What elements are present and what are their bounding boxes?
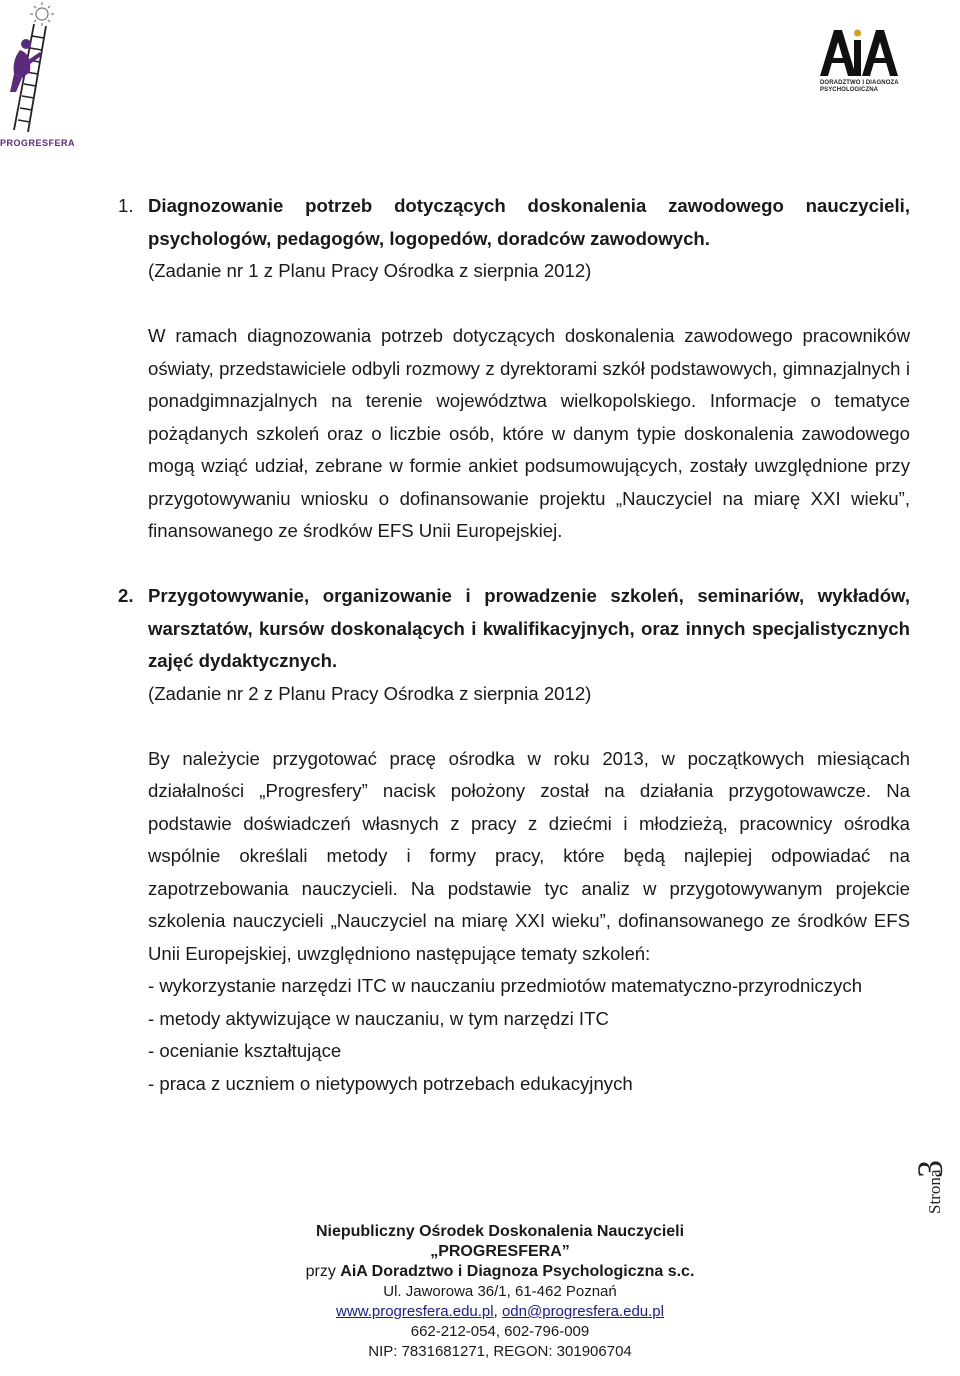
footer-parent-prefix: przy	[305, 1263, 341, 1280]
training-topics-list	[148, 970, 910, 1100]
website-link[interactable]: www.progresfera.edu.pl	[336, 1303, 494, 1320]
aia-logo-mark-icon	[818, 26, 900, 78]
footer-link-separator: ,	[493, 1303, 502, 1320]
footer-parent-line	[0, 1262, 960, 1282]
aia-logo	[818, 26, 900, 96]
section2-note: (Zadanie nr 2 z Planu Pracy Ośrodka z sierpnia 2012)	[148, 682, 592, 704]
aia-logo-line1: DORADZTWO I DIAGNOZA	[820, 80, 899, 86]
footer	[0, 1222, 960, 1362]
footer-org-name: Niepubliczny Ośrodek Doskonalenia Nauczycieli	[315, 1223, 685, 1240]
page-number	[910, 1150, 960, 1230]
list-item: - metody aktywizujące w nauczaniu, w tym narzędzi ITC	[148, 1007, 609, 1029]
section2-heading	[118, 580, 910, 678]
footer-address: Ul. Jaworowa 36/1, 61-462 Poznań	[383, 1283, 617, 1300]
footer-org-short: „PROGRESFERA”	[430, 1243, 570, 1260]
list-item: - praca z uczniem o nietypowych potrzebach edukacyjnych	[148, 1072, 633, 1094]
section2-heading-text: Przygotowywanie, organizowanie i prowadzenie szkoleń, seminariów, wykładów, warsztatów, kursów doskonalących i kwalifikacyjnych, oraz innych specjalistycznych zajęć dydaktycznych.	[148, 585, 910, 671]
footer-ids: NIP: 7831681271, REGON: 301906704	[368, 1343, 632, 1360]
ladder-climber-icon	[0, 0, 80, 140]
section1-heading-text: Diagnozowanie potrzeb dotyczących doskonalenia zawodowego nauczycieli, psychologów, pedagogów, logopedów, doradców zawodowych.	[148, 195, 910, 249]
progresfera-logo-text: PROGRESFERA	[0, 138, 76, 148]
document-body	[118, 190, 910, 1100]
section1-number: 1.	[118, 195, 134, 216]
footer-phones: 662-212-054, 602-796-009	[410, 1323, 590, 1340]
page-number-value: 3	[910, 1160, 950, 1178]
footer-links	[0, 1302, 960, 1322]
aia-logo-line2: PSYCHOLOGICZNA	[820, 87, 879, 93]
page-number-label: Strona	[925, 1169, 944, 1214]
list-item: - ocenianie kształtujące	[148, 1040, 342, 1061]
email-link[interactable]: odn@progresfera.edu.pl	[501, 1303, 664, 1320]
section2-number: 2.	[118, 585, 134, 606]
section1-heading	[118, 190, 910, 255]
section1-note: (Zadanie nr 1 z Planu Pracy Ośrodka z sierpnia 2012)	[148, 260, 592, 281]
progresfera-logo	[0, 0, 80, 152]
section2-paragraph: By należycie przygotować pracę ośrodka w roku 2013, w początkowych miesiącach działalności „Progresfery” nacisk położony został na działania przygotowawcze. Na podstawie doświadczeń własnych z pracy z dziećmi i młodzieżą, pracownicy ośrodka wspólnie określali metody i formy pracy, które będą najlepiej odpowiadać na zapotrzebowania nauczycieli. Na podstawie tyc analiz w przygotowywanym projekcie szkolenia nauczycieli „Nauczyciel na miarę XXI wieku”, dofinansowanego ze środków EFS Unii Europejskiej, uwzględniono następujące tematy szkoleń:	[148, 747, 910, 964]
list-item: - wykorzystanie narzędzi ITC w nauczaniu przedmiotów matematyczno-przyrodniczych	[148, 975, 863, 996]
section1-paragraph: W ramach diagnozowania potrzeb dotyczących doskonalenia zawodowego pracowników oświaty, przedstawiciele odbyli rozmowy z dyrektorami szkół podstawowych, gimnazjalnych i ponadgimnazjalnych na terenie województwa wielkopolskiego. Informacje o tematyce pożądanych szkoleń oraz o liczbie osób, które w danym typie doskonalenia zawodowego mogą wziąć udział, zebrane w formie ankiet podsumowujących, zostały uwzględnione przy przygotowywaniu wniosku o dofinansowanie projektu „Nauczyciel na miarę XXI wieku”, finansowanego ze środków EFS Unii Europejskiej.	[148, 325, 910, 541]
footer-parent-company: AiA Doradztwo i Diagnoza Psychologiczna s.c.	[340, 1263, 695, 1280]
